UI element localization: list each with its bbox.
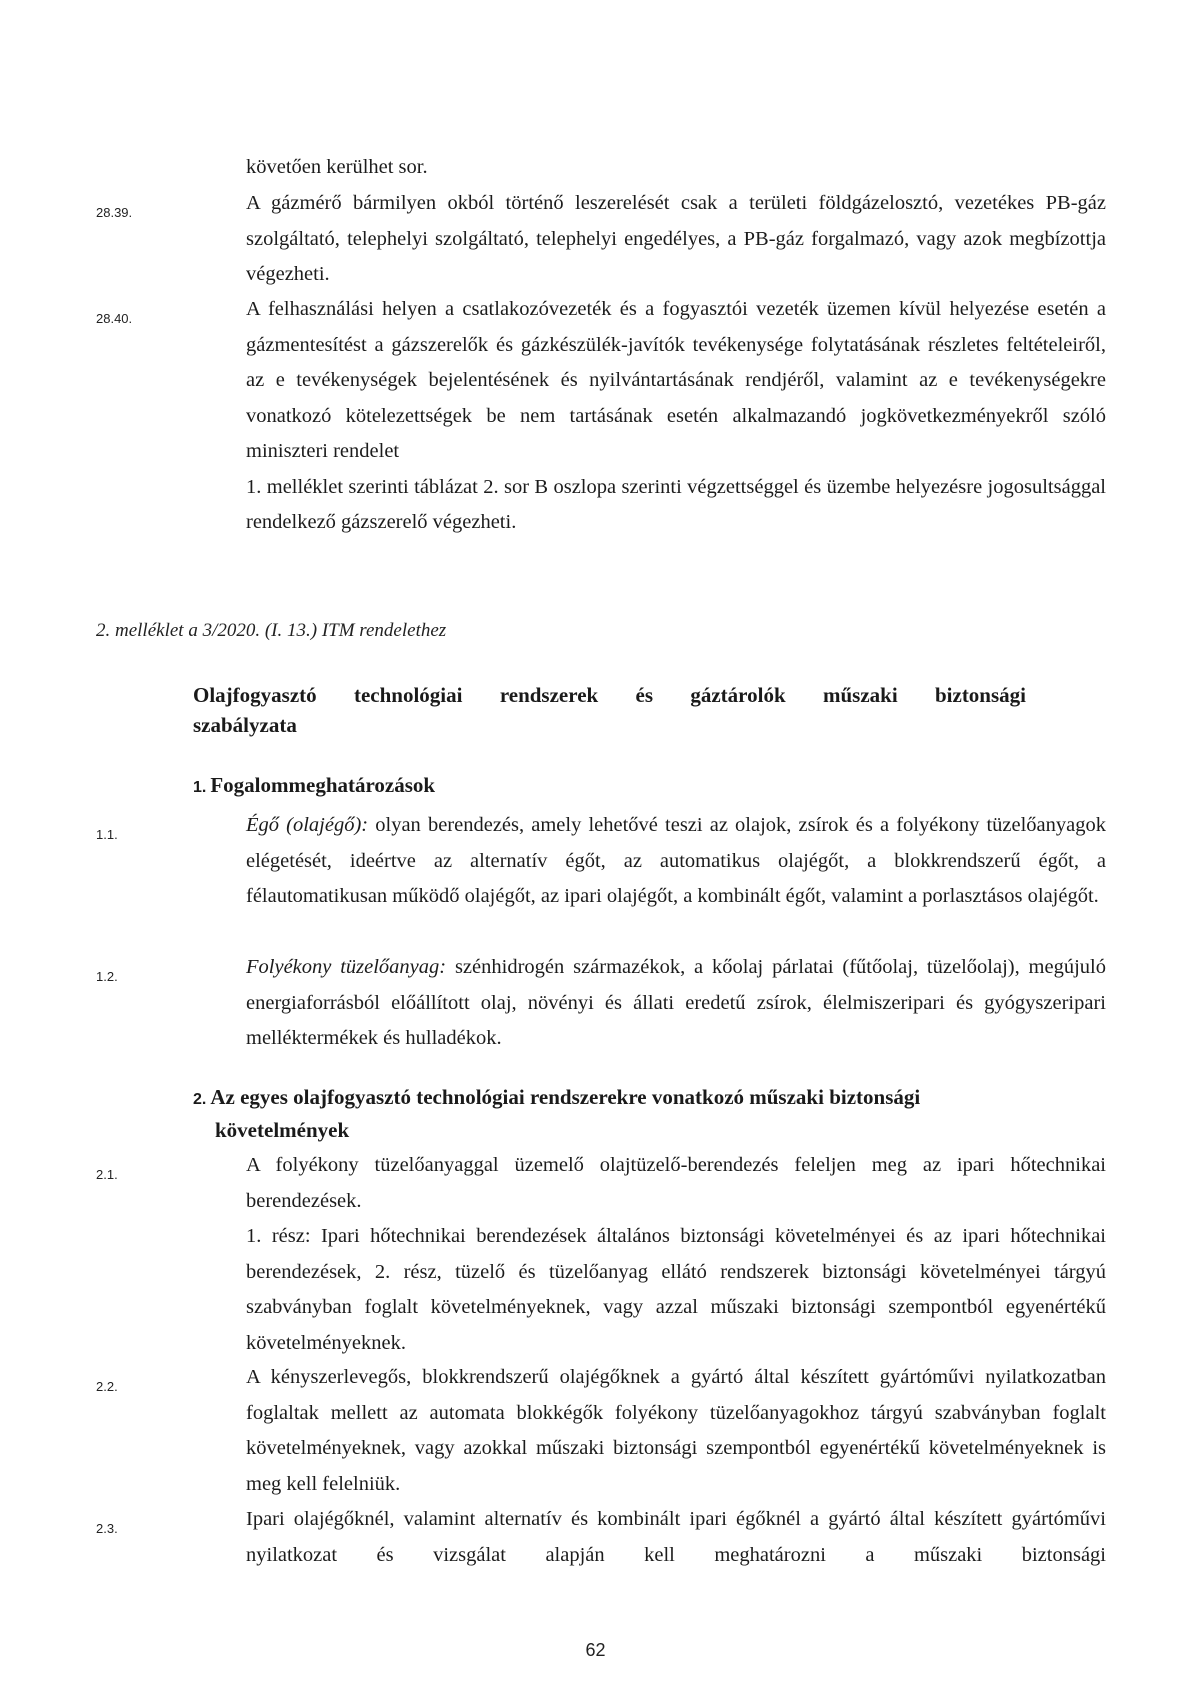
item-28-39: [96, 186, 1106, 293]
annex-reference: 2. melléklet a 3/2020. (I. 13.) ITM rendelethez: [96, 620, 447, 641]
item-text: A folyékony tüzelőanyaggal üzemelő olajtüzelő-berendezés feleljen meg az ipari hőtechnikai berendezések.: [246, 1154, 1106, 1212]
section-1-heading: 1. Fogalommeghatározások: [193, 773, 436, 797]
item-text-continued: 1. melléklet szerinti táblázat 2. sor B oszlopa szerinti végzettséggel és üzembe helyezésre jogosultsággal rendelkező gázszerelő végezheti.: [246, 475, 1106, 533]
item-number: 2.2.: [96, 1379, 118, 1394]
item-2-1: [96, 1148, 1106, 1361]
title-line-1: Olajfogyasztó technológiai rendszerek és gáztárolók műszaki biztonsági: [193, 683, 1026, 707]
term: Égő (olajégő):: [246, 814, 369, 836]
item-2-3: [96, 1502, 1106, 1573]
title-line-2: szabályzata: [193, 713, 297, 737]
item-text: A kényszerlevegős, blokkrendszerű olajégőknek a gyártó által készített gyártóművi nyilatkozatban foglaltak mellett az automata blokkégők folyékony tüzelőanyagokhoz tárgyú szabványban foglalt követelményeknek, vagy azokkal műszaki biztonsági szempontból egyenértékű követelményeknek is meg kell felelniük.: [246, 1366, 1106, 1495]
item-1-2: [96, 950, 1106, 1057]
item-number: 1.2.: [96, 969, 118, 984]
item-text: Folyékony tüzelőanyag: szénhidrogén származékok, a kőolaj párlatai (fűtőolaj, tüzelőolaj), megújuló energiaforrásból előállított olaj, növényi és állati eredetű zsírok, élelmiszeripari és gyógyszeripari melléktermékek és hulladékok.: [246, 956, 1106, 1049]
item-text: A felhasználási helyen a csatlakozóvezeték és a fogyasztói vezeték üzemen kívül helyezése esetén a gázmentesítést a gázszerelők és gázkészülék-javítók tevékenysége folytatásának részletes feltételeiről, az e tevékenységek bejelentésének és nyilvántartásának rendjéről, valamint az e tevékenységekre vonatkozó kötelezettségek be nem tartásának esetén alkalmazandó jogkövetkezményekről szóló miniszteri rendelet: [246, 298, 1106, 462]
document-title: [193, 680, 1026, 740]
item-number: 1.1.: [96, 827, 118, 842]
page-number: 62: [585, 1640, 606, 1660]
item-text: A gázmérő bármilyen okból történő leszerelését csak a területi földgázelosztó, vezetékes PB-gáz szolgáltató, telephelyi szolgáltató, telephelyi engedélyes, a PB-gáz forgalmazó, vagy azok megbízottja végezheti.: [246, 192, 1106, 285]
item-number: 2.1.: [96, 1167, 118, 1182]
item-2-2: [96, 1360, 1106, 1502]
item-number: 2.3.: [96, 1521, 118, 1536]
section-2-heading: 2. Az egyes olajfogyasztó technológiai rendszerekre vonatkozó műszaki biztonsági követelmények: [193, 1085, 921, 1142]
top-continued-line: követően kerülhet sor.: [246, 156, 428, 178]
term: Folyékony tüzelőanyag:: [246, 956, 447, 978]
item-28-40: [96, 292, 1106, 541]
item-text-continued: 1. rész: Ipari hőtechnikai berendezések általános biztonsági követelményei és az ipari hőtechnikai berendezések, 2. rész, tüzelő és tüzelőanyag ellátó rendszerek biztonsági követelményei tárgyú szabványban foglalt követelményeknek, vagy azzal műszaki biztonsági szempontból egyenértékű követelményeknek.: [246, 1225, 1106, 1354]
item-text: Égő (olajégő): olyan berendezés, amely lehetővé teszi az olajok, zsírok és a folyékony tüzelőanyagok elégetését, ideértve az alternatív égőt, az automatikus olajégőt, a blokkrendszerű égőt, a félautomatikusan működő olajégőt, az ipari olajégőt, a kombinált égőt, valamint a porlasztásos olajégőt.: [246, 814, 1106, 907]
item-text: Ipari olajégőknél, valamint alternatív és kombinált ipari égőknél a gyártó által készített gyártóművi nyilatkozat és vizsgálat alapján kell meghatározni a műszaki biztonsági: [246, 1508, 1106, 1566]
item-1-1: [96, 808, 1106, 915]
item-number: 28.40.: [96, 311, 133, 326]
item-number: 28.39.: [96, 205, 133, 220]
